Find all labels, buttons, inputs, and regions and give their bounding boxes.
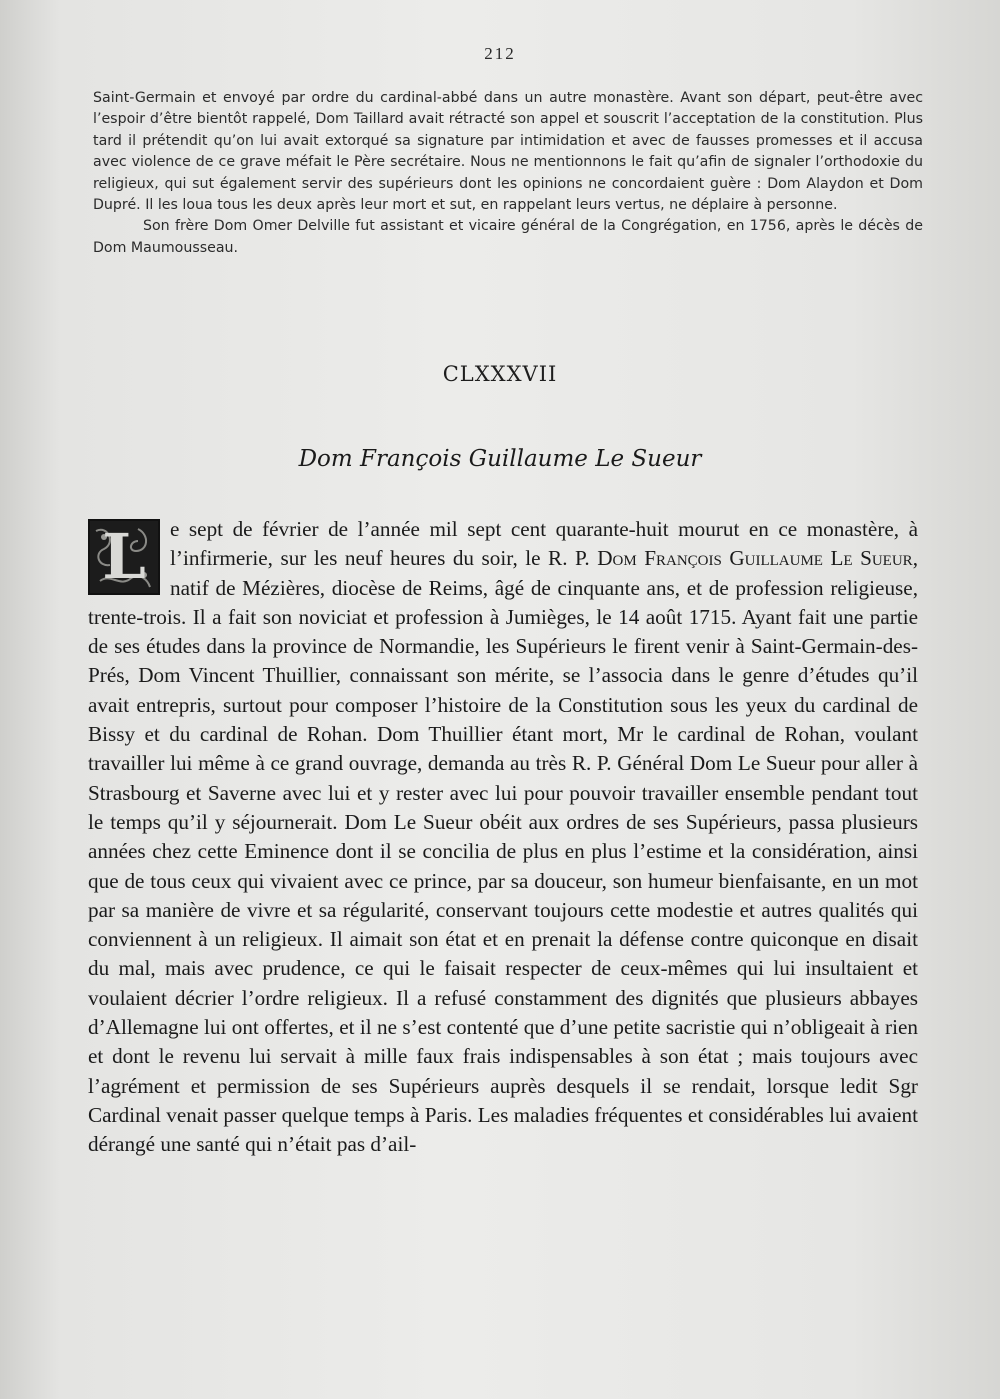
chapter-title: Dom François Guillaume Le Sueur: [298, 446, 702, 472]
continuation-text: [93, 88, 923, 259]
continuation-paragraph: Saint-Germain et envoyé par ordre du cardinal-abbé dans un autre monastère. Avant son départ, peut-être avec l’espoir d’être bientôt rappelé, Dom Taillard avait rétracté son appel et souscrit l’acceptation de la constitution. Plus tard il prétendit qu’on lui avait extorqué sa signature par intimidation et avec de fausses promesses et il accusa avec violence de ce grave méfait le Père secrétaire. Nous ne mentionnons le fait qu’afin de signaler l’orthodoxie du religieux, qui sut également servir des supérieurs dont les opinions ne concordaient guère : Dom Alaydon et Dom Dupré. Il les loua tous les deux après leur mort et sut, en rappelant leurs vertus, ne déplaire à personne.: [93, 90, 923, 214]
continuation-paragraph: Son frère Dom Omer Delville fut assistant et vicaire général de la Congrégation, en 1756, après le décès de Dom Maumousseau.: [93, 218, 923, 256]
body-paragraph: [88, 515, 918, 1160]
page-number: 212: [484, 44, 516, 63]
body-opening: e sept de février de l’année mil sept cent quarante-huit mourut en ce monastère, à l’infirmerie, sur les neuf heures du soir, le R. P.: [170, 517, 918, 571]
deceased-name: Dom François Guillaume Le Sueur: [597, 546, 913, 571]
initial-letter: L: [102, 520, 146, 593]
chapter-number: CLXXXVII: [442, 362, 558, 386]
chapter-body: [88, 515, 918, 1160]
body-text: , natif de Mézières, diocèse de Reims, âgé de cinquante ans, et de profession religieuse, trente-trois. Il a fait son noviciat et profession à Jumièges, le 14 août 1715. Ayant fait une partie de ses études dans la province de Normandie, les Supérieurs le firent venir à Saint-Germain-des-Prés, Dom Vincent Thuillier, connaissant son mérite, se l’associa dans le genre d’études qu’il avait entrepris, surtout pour composer l’histoire de la Constitution sous les yeux du cardinal de Bissy et du cardinal de Rohan. Dom Thuillier étant mort, Mr le cardinal de Rohan, voulant travailler lui même à ce grand ouvrage, demanda au très R. P. Général Dom Le Sueur pour aller à Strasbourg et Saverne avec lui et y rester avec lui pour pouvoir travailler ensemble pendant tout le temps qu’il y séjournerait. Dom Le Sueur obéit aux ordres de ses Supérieurs, passa plusieurs années chez cette Eminence dont il se concilia de plus en plus l’estime et la considération, ainsi que de tous ceux qui vivaient avec ce prince, par sa douceur, son humeur bienfaisante, en un mot par sa manière de vivre et sa régularité, conservant toujours cette modestie et autres qualités qui conviennent à un religieux. Il aimait son état et en prenait la défense contre quiconque en disait du mal, mais avec prudence, ce qui le faisait respecter de ceux-mêmes qui lui insultaient et voulaient décrier l’ordre religieux. Il a refusé constamment des dignités que plusieurs abbayes d’Allemagne lui ont offertes, et il ne s’est contenté que d’une petite sacristie qui n’obligeait à rien et dont le revenu lui servait à mille faux frais indispensables à son état ; mais toujours avec l’agrément et permission de ses Supérieurs auprès desquels il se rendait, lorsque ledit Sgr Cardinal venait passer quelque temps à Paris. Les maladies fréquentes et considérables lui avaient dérangé une santé qui n’était pas d’ail-: [88, 546, 918, 1157]
decorated-initial-icon: [88, 519, 160, 595]
